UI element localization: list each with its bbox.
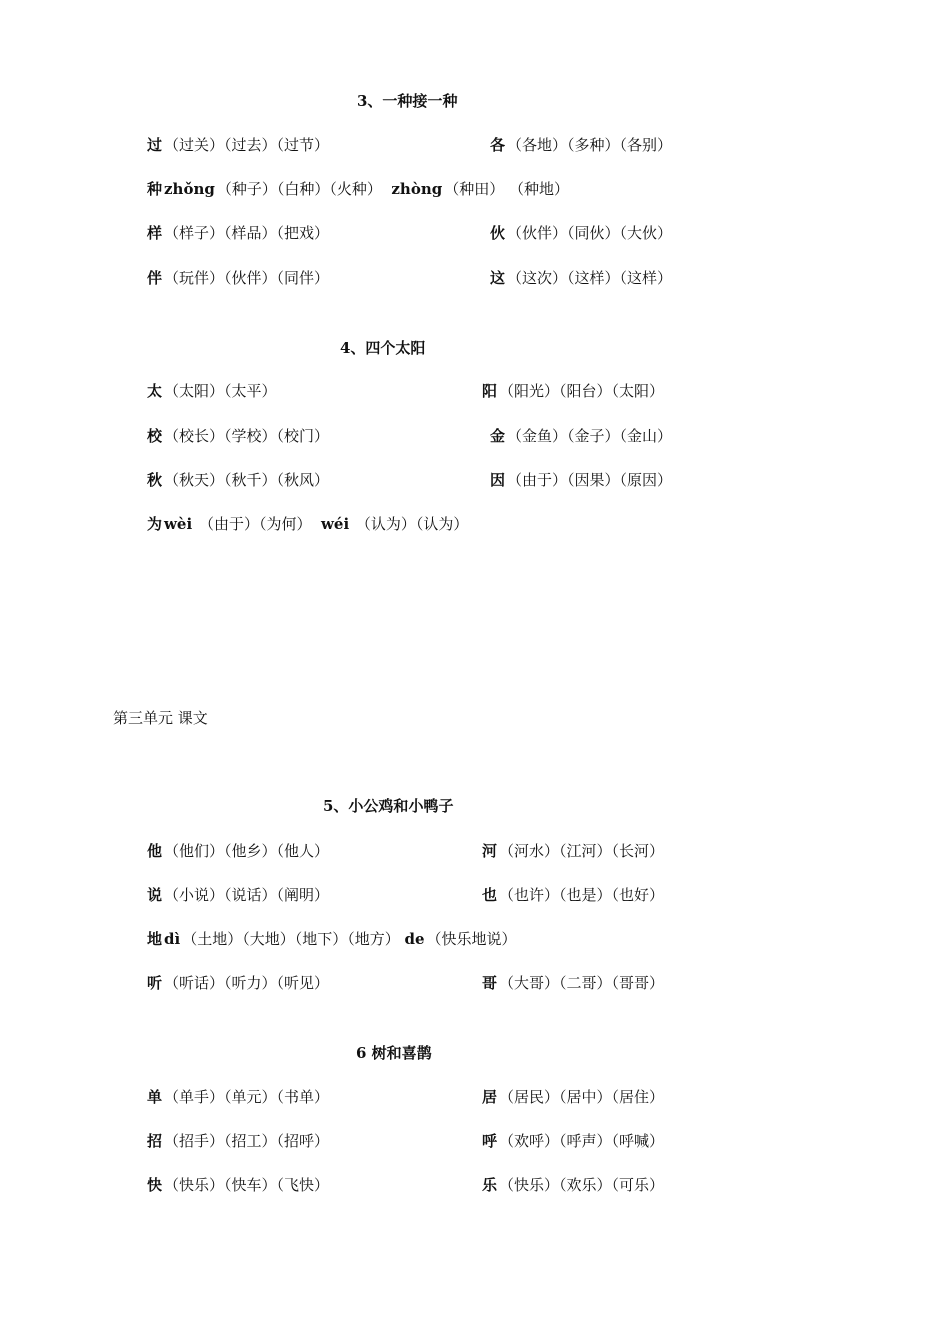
- entry-zhe: [490, 267, 672, 288]
- entry-qiu: [147, 469, 329, 490]
- entry-char: 听: [147, 974, 163, 992]
- entry-ban: [147, 267, 329, 288]
- entry-char: 说: [147, 886, 163, 904]
- entry-words-1: （土地）（大地）（地下）（地方）: [182, 930, 400, 948]
- entry-char: 他: [147, 842, 163, 860]
- entry-char: 伴: [147, 269, 163, 287]
- entry-char: 这: [490, 269, 506, 287]
- entry-ye: [482, 884, 664, 905]
- entry-yin: [490, 469, 672, 490]
- entry-words-2: （种田） （种地）: [444, 180, 570, 198]
- entry-char: 快: [147, 1176, 163, 1194]
- entry-words-1: （种子）（白种）（火种）: [216, 180, 382, 198]
- section-title-4: 4、四个太阳: [340, 339, 426, 357]
- entry-words: （校长）（学校）（校门）: [164, 427, 330, 445]
- entry-words: （伙伴）（同伙）（大伙）: [507, 224, 673, 242]
- entry-char: 招: [147, 1132, 163, 1150]
- entry-char: 样: [147, 224, 163, 242]
- section-title-5: 5、小公鸡和小鸭子: [323, 797, 454, 815]
- entry-words: （快乐）（欢乐）（可乐）: [499, 1176, 665, 1194]
- entry-yang-sun: [482, 380, 664, 401]
- entry-words: （小说）（说话）（阐明）: [164, 886, 330, 904]
- entry-ju: [482, 1086, 664, 1107]
- entry-yang: [147, 222, 329, 243]
- entry-wei: [147, 513, 468, 534]
- entry-words: （河水）（江河）（长河）: [499, 842, 665, 860]
- entry-char: 乐: [482, 1176, 498, 1194]
- entry-words-1: （由于）（为何）: [194, 515, 312, 533]
- entry-char: 校: [147, 427, 163, 445]
- entry-zhong: [147, 178, 569, 199]
- entry-char: 太: [147, 382, 163, 400]
- entry-char: 单: [147, 1088, 163, 1106]
- entry-pinyin-2: zhòng: [391, 180, 443, 198]
- entry-words: （秋天）（秋千）（秋风）: [164, 471, 330, 489]
- entry-words-2: （认为）（认为）: [351, 515, 469, 533]
- entry-ge-brother: [482, 972, 664, 993]
- entry-char: 种: [147, 180, 163, 198]
- entry-char: 地: [147, 930, 163, 948]
- entry-xiao: [147, 425, 329, 446]
- entry-pinyin-2: wéi: [321, 515, 350, 533]
- entry-ta: [147, 840, 329, 861]
- entry-words: （金鱼）（金子）（金山）: [507, 427, 673, 445]
- entry-char: 伙: [490, 224, 506, 242]
- entry-words: （这次）（这样）（这样）: [507, 269, 673, 287]
- entry-he: [482, 840, 664, 861]
- entry-zhao: [147, 1130, 329, 1151]
- entry-pinyin-1: dì: [164, 930, 181, 948]
- entry-words: （过关）（过去）（过节）: [164, 136, 330, 154]
- entry-words: （也许）（也是）（也好）: [499, 886, 665, 904]
- entry-char: 金: [490, 427, 506, 445]
- entry-le: [482, 1174, 664, 1195]
- entry-words: （太阳）（太平）: [164, 382, 277, 400]
- entry-hu: [482, 1130, 664, 1151]
- entry-guo: [147, 134, 329, 155]
- entry-shuo: [147, 884, 329, 905]
- entry-words: （大哥）（二哥）（哥哥）: [499, 974, 665, 992]
- entry-words: （听话）（听力）（听见）: [164, 974, 330, 992]
- unit-title: 第三单元 课文: [113, 709, 208, 727]
- entry-pinyin-2: de: [404, 930, 425, 948]
- entry-pinyin-1: zhǒng: [164, 180, 215, 198]
- entry-char: 也: [482, 886, 498, 904]
- entry-char: 秋: [147, 471, 163, 489]
- entry-words: （阳光）（阳台）（太阳）: [499, 382, 665, 400]
- entry-words: （样子）（样品）（把戏）: [164, 224, 330, 242]
- section-title-6: 6 树和喜鹊: [356, 1044, 432, 1062]
- entry-char: 为: [147, 515, 163, 533]
- entry-dan: [147, 1086, 329, 1107]
- entry-words: （玩伴）（伙伴）（同伴）: [164, 269, 330, 287]
- entry-words: （他们）（他乡）（他人）: [164, 842, 330, 860]
- entry-words: （由于）（因果）（原因）: [507, 471, 673, 489]
- section-title-3: 3、一种接一种: [357, 92, 458, 110]
- entry-di: [147, 928, 517, 949]
- entry-char: 哥: [482, 974, 498, 992]
- entry-char: 过: [147, 136, 163, 154]
- entry-words-2: （快乐地说）: [426, 930, 517, 948]
- entry-words: （各地）（多种）（各别）: [507, 136, 673, 154]
- entry-kuai: [147, 1174, 329, 1195]
- entry-jin: [490, 425, 672, 446]
- entry-char: 呼: [482, 1132, 498, 1150]
- entry-ting: [147, 972, 329, 993]
- entry-words: （招手）（招工）（招呼）: [164, 1132, 330, 1150]
- entry-char: 河: [482, 842, 498, 860]
- entry-char: 各: [490, 136, 506, 154]
- entry-words: （单手）（单元）（书单）: [164, 1088, 330, 1106]
- entry-pinyin-1: wèi: [164, 515, 193, 533]
- entry-char: 居: [482, 1088, 498, 1106]
- entry-huo: [490, 222, 672, 243]
- entry-tai: [147, 380, 277, 401]
- entry-words: （快乐）（快车）（飞快）: [164, 1176, 330, 1194]
- entry-words: （居民）（居中）（居住）: [499, 1088, 665, 1106]
- entry-char: 阳: [482, 382, 498, 400]
- entry-char: 因: [490, 471, 506, 489]
- entry-ge: [490, 134, 672, 155]
- entry-words: （欢呼）（呼声）（呼喊）: [499, 1132, 665, 1150]
